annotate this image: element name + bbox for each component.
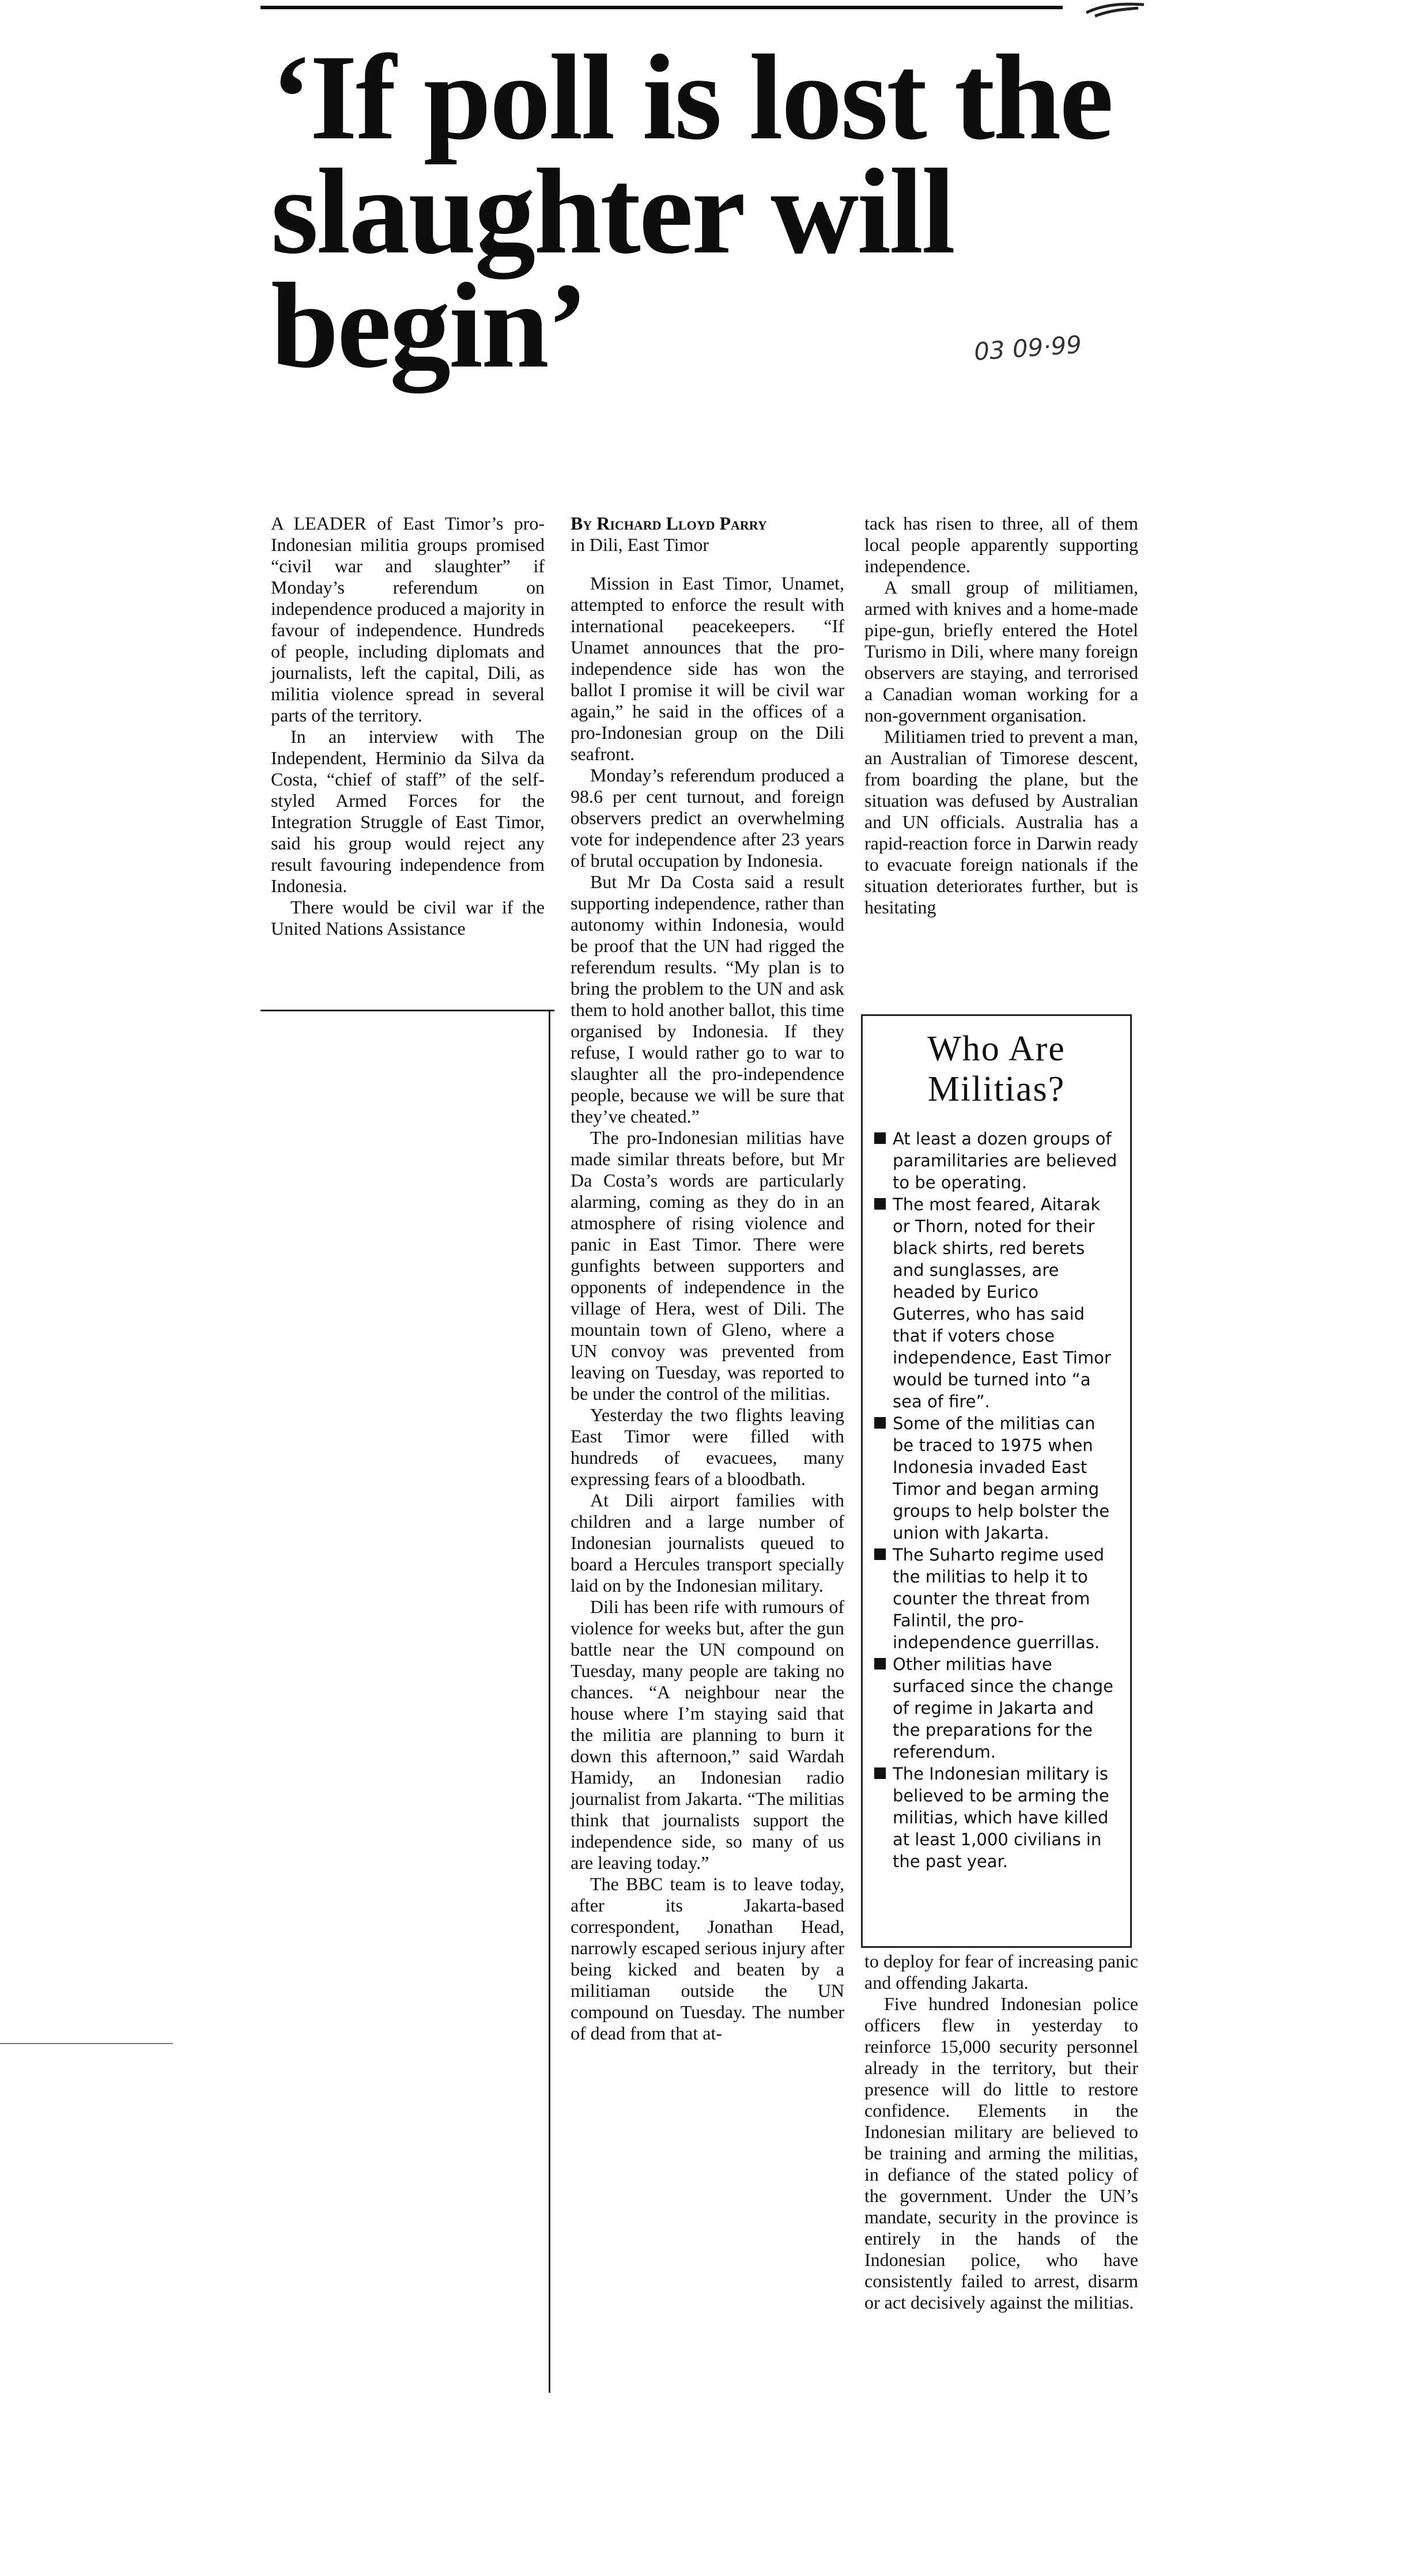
paragraph: Monday’s referendum produced a 98.6 per cent turnout, and foreign observers predict an overwhelming vote for independence after 23 years of brutal occupation by Indonesia. — [571, 765, 844, 871]
top-rule — [260, 6, 1063, 9]
bullet-square-icon — [874, 1548, 886, 1560]
column-divider-vertical — [549, 1010, 550, 2393]
article-column-3 — [864, 513, 1138, 918]
paragraph: At Dili airport families with children and a large number of Indonesian journalists queued to board a Hercules transport specially laid on by the Indonesian military. — [571, 1490, 844, 1596]
list-item: The most feared, Aitarak or Thorn, noted for their black shirts, red berets and sunglasses, are headed by Eurico Guterres, who has said that if voters chose independence, East Timor would be turned into “a sea of fire”. — [874, 1193, 1119, 1412]
article-column-2 — [571, 513, 844, 2044]
paragraph: tack has risen to three, all of them local people apparently supporting independence. — [864, 513, 1138, 576]
headline: ‘If poll is lost the slaughter will begin’ — [271, 29, 1112, 393]
article-column-3-continued — [864, 1951, 1138, 2313]
list-item: The Suharto regime used the militias to help it to counter the threat from Falintil, the pro-independence guerrillas. — [874, 1544, 1119, 1653]
article-column-1 — [271, 513, 545, 939]
pen-mark-icon — [1083, 0, 1147, 23]
paragraph: In an interview with The Independent, Herminio da Silva da Costa, “chief of staff” of the self-styled Armed Forces for the Integration Struggle of East Timor, said his group would reject any result favouring independence from Indonesia. — [271, 726, 545, 896]
paragraph: A LEADER of East Timor’s pro-Indonesian militia groups promised “civil war and slaughter” if Monday’s referendum on independence produced a majority in favour of independence. Hundreds of people, including diplomats and journalists, left the capital, Dili, as militia violence spread in several parts of the territory. — [271, 513, 545, 726]
column-divider-horizontal — [260, 1010, 554, 1011]
paragraph: Mission in East Timor, Unamet, attempted to enforce the result with international peacekeepers. “If Unamet announces that the pro-independence side has won the ballot I promise it will be civil war again,” he said in the offices of a pro-Indonesian group on the Dili seafront. — [571, 573, 844, 764]
handwritten-date: 03 09·99 — [973, 330, 1083, 366]
byline-author: By Richard Lloyd Parry — [571, 513, 767, 534]
bullet-square-icon — [874, 1132, 886, 1144]
paragraph: But Mr Da Costa said a result supporting independence, rather than autonomy within Indonesia, would be proof that the UN had rigged the referendum results. “My plan is to bring the problem to the UN and ask them to hold another ballot, this time organised by Indonesia. If they refuse, I would rather go to war to slaughter all the pro-independence people, because we will be sure that they’ve cheated.” — [571, 871, 844, 1127]
list-item: Some of the militias can be traced to 1975 when Indonesia invaded East Timor and began arming groups to help bolster the union with Jakarta. — [874, 1412, 1119, 1544]
paragraph: Yesterday the two flights leaving East Timor were filled with hundreds of evacuees, many expressing fears of a bloodbath. — [571, 1404, 844, 1489]
paragraph: The pro-Indonesian militias have made similar threats before, but Mr Da Costa’s words are particularly alarming, coming as they do in an atmosphere of rising violence and panic in East Timor. There were gunfights between supporters and opponents of independence in the village of Hera, west of Dili. The mountain town of Gleno, where a UN convoy was prevented from leaving on Tuesday, was reported to be under the control of the militias. — [571, 1127, 844, 1404]
sidebar-title-line-2: Militias? — [927, 1070, 1066, 1109]
bullet-square-icon — [874, 1198, 886, 1210]
scan-mark-line — [0, 2043, 173, 2044]
paragraph: Dili has been rife with rumours of violence for weeks but, after the gun battle near the UN compound on Tuesday, many people are taking no chances. “A neighbour near the house where I’m staying said that the militia are planning to burn it down this afternoon,” said Wardah Hamidy, an Indonesian radio journalist from Jakarta. “The militias think that journalists support the independence side, so many of us are leaving today.” — [571, 1596, 844, 1873]
list-item: Other militias have surfaced since the change of regime in Jakarta and the preparations for the referendum. — [874, 1653, 1119, 1763]
sidebar-title-line-1: Who Are — [927, 1029, 1066, 1068]
list-item: The Indonesian military is believed to be arming the militias, which have killed at least 1,000 civilians in the past year. — [874, 1763, 1119, 1872]
paragraph: There would be civil war if the United Nations Assistance — [271, 897, 545, 939]
sidebar-title — [874, 1029, 1119, 1109]
byline — [571, 513, 844, 556]
paragraph: Militiamen tried to prevent a man, an Australian of Timorese descent, from boarding the plane, but the situation was defused by Australian and UN officials. Australia has a rapid-reaction force in Darwin ready to evacuate foreign nationals if the situation deteriorates further, but is hesitating — [864, 726, 1138, 917]
list-item: At least a dozen groups of paramilitaries are believed to be operating. — [874, 1128, 1119, 1193]
bullet-square-icon — [874, 1767, 886, 1779]
paragraph: A small group of militiamen, armed with knives and a home-made pipe-gun, briefly entered the Hotel Turismo in Dili, where many foreign observers are staying, and terrorised a Canadian woman working for a non-government organisation. — [864, 577, 1138, 726]
paragraph: Five hundred Indonesian police officers flew in yesterday to reinforce 15,000 security personnel already in the territory, but their presence will do little to restore confidence. Elements in the Indonesian military are believed to be training and arming the militias, in defiance of the stated policy of the government. Under the UN’s mandate, security in the province is entirely in the hands of the Indonesian police, who have consistently failed to arrest, disarm or act decisively against the militias. — [864, 1993, 1138, 2313]
paragraph: to deploy for fear of increasing panic and offending Jakarta. — [864, 1951, 1138, 1993]
bullet-square-icon — [874, 1417, 886, 1429]
bullet-square-icon — [874, 1658, 886, 1670]
sidebar-box — [861, 1014, 1132, 1948]
sidebar-list — [874, 1128, 1119, 1872]
paragraph: The BBC team is to leave today, after its Jakarta-based correspondent, Jonathan Head, narrowly escaped serious injury after being kicked and beaten by a militiaman outside the UN compound on Tuesday. The number of dead from that at- — [571, 1874, 844, 2044]
byline-location: in Dili, East Timor — [571, 534, 709, 555]
